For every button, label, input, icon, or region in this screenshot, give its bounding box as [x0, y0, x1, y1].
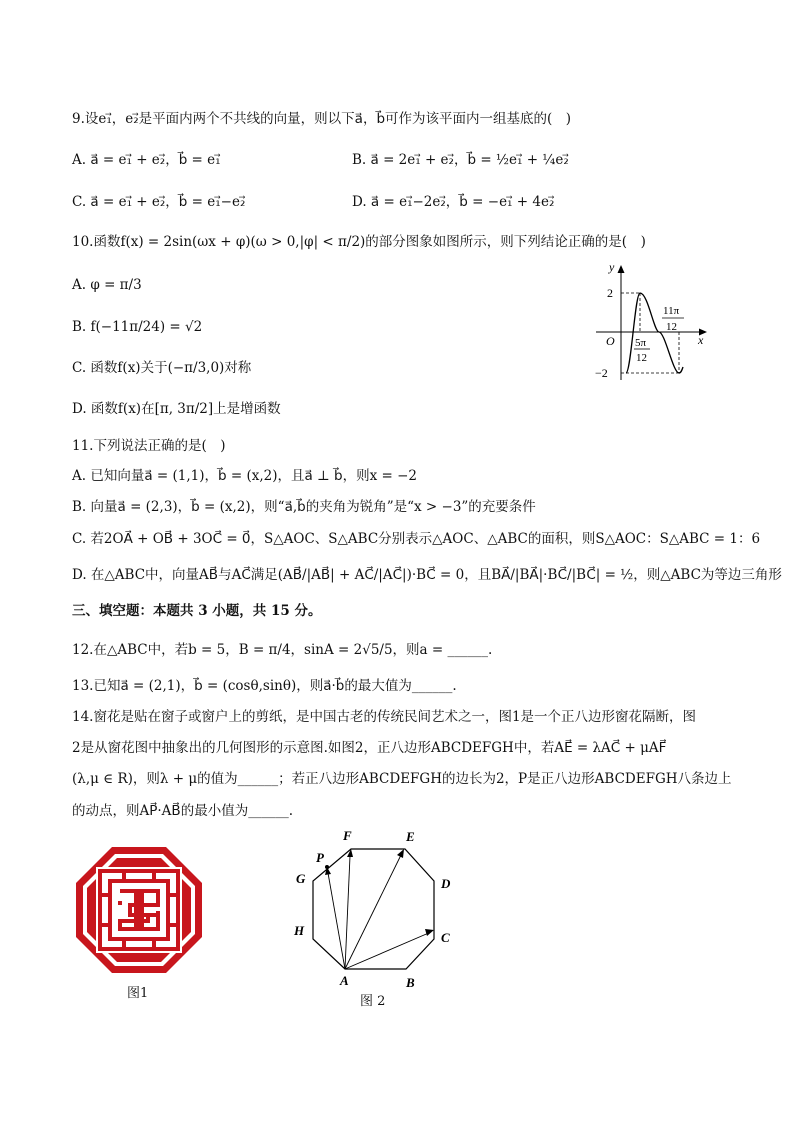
q9-option-d: D. a⃗ = e₁⃗−2e₂⃗，b⃗ = −e₁⃗ + 4e₂⃗	[352, 194, 555, 210]
q9-stem: 9.设e₁⃗，e₂⃗是平面内两个不共线的向量，则以下a⃗，b⃗可作为该平面内一组基底的( )	[72, 111, 572, 127]
q9-option-a: A. a⃗ = e₁⃗ + e₂⃗，b⃗ = e₁⃗	[72, 152, 221, 168]
y-axis-label: y	[609, 262, 615, 274]
q11-stem: 11.下列说法正确的是( )	[72, 438, 226, 454]
vertex-g: G	[296, 871, 306, 886]
q11-option-c: C. 若2OA⃗ + OB⃗ + 3OC⃗ = 0⃗，S△AOC、S△ABC分别表示△AOC、△ABC的面积，则S△AOC：S△ABC = 1：6	[72, 531, 761, 547]
x-tick2-den: 12	[666, 321, 677, 333]
q13-text: 13.已知a⃗ = (2,1)，b⃗ = (cosθ,sinθ)，则a⃗·b⃗的最大值为______.	[72, 678, 457, 694]
vertex-c: C	[441, 930, 450, 945]
vertex-e: E	[406, 829, 415, 844]
q10-sine-graph	[590, 262, 714, 384]
q10-option-d: D. 函数f(x)在[π, 3π/2]上是增函数	[72, 401, 281, 417]
figure2-caption: 图 2	[360, 994, 386, 1009]
q11-option-a: A. 已知向量a⃗ = (1,1)，b⃗ = (x,2)，且a⃗ ⊥ b⃗，则x = −2	[72, 468, 418, 484]
q9-option-b: B. a⃗ = 2e₁⃗ + e₂⃗，b⃗ = ½e₁⃗ + ¼e₂⃗	[352, 152, 569, 168]
q10-option-a: A. φ = π/3	[72, 277, 142, 293]
q11-option-d: D. 在△ABC中，向量AB⃗与AC⃗满足(AB⃗/|AB⃗| + AC⃗/|AC⃗|)·BC⃗ = 0，且BA⃗/|BA⃗|·BC⃗/|BC⃗| = ½，则△ABC为等边三角形	[72, 567, 782, 583]
origin-label: O	[606, 334, 615, 348]
y-max-label: 2	[607, 286, 613, 300]
window-flower-figure	[74, 845, 204, 975]
q12-text: 12.在△ABC中，若b = 5，B = π/4，sinA = 2√5/5，则a = ______.	[72, 642, 493, 658]
q14-line2: 2是从窗花图中抽象出的几何图形的示意图.如图2，正八边形ABCDEFGH中，若AE⃗ = λAC⃗ + μAF⃗	[72, 740, 667, 756]
figure1-caption: 图1	[127, 986, 149, 1001]
q9-option-c: C. a⃗ = e₁⃗ + e₂⃗，b⃗ = e₁⃗−e₂⃗	[72, 194, 246, 210]
vertex-d: D	[441, 876, 451, 891]
vertex-f: F	[343, 828, 352, 843]
q10-option-c: C. 函数f(x)关于(−π/3,0)对称	[72, 360, 252, 376]
q14-line4: 的动点，则AP⃗·AB⃗的最小值为______.	[72, 803, 293, 819]
q10-option-b: B. f(−11π/24) = √2	[72, 319, 203, 335]
x-tick2-num: 11π	[663, 305, 680, 317]
q11-option-b: B. 向量a⃗ = (2,3)，b⃗ = (x,2)，则“a⃗,b⃗的夹角为锐角”是“x > −3”的充要条件	[72, 499, 536, 515]
point-p: P	[316, 850, 324, 865]
q10-stem: 10.函数f(x) = 2sin(ωx + φ)(ω > 0,|φ| < π/2)的部分图象如图所示，则下列结论正确的是( )	[72, 234, 646, 250]
x-tick1-den: 12	[636, 352, 647, 364]
vertex-h: H	[294, 923, 305, 938]
q14-line3: (λ,μ ∈ R)，则λ + μ的值为______；若正八边形ABCDEFGH的边长为2，P是正八边形ABCDEFGH八条边上	[72, 771, 732, 787]
y-min-label: −2	[595, 366, 608, 380]
vertex-b: B	[406, 975, 415, 990]
q14-line1: 14.窗花是贴在窗子或窗户上的剪纸，是中国古老的传统民间艺术之一，图1是一个正八边形窗花隔断，图	[72, 709, 697, 725]
x-axis-label: x	[698, 333, 704, 347]
x-tick1-num: 5π	[635, 337, 647, 349]
octagon-figure	[285, 825, 470, 995]
vertex-a: A	[340, 973, 349, 988]
section-heading: 三、填空题：本题共 3 小题，共 15 分。	[72, 603, 322, 619]
